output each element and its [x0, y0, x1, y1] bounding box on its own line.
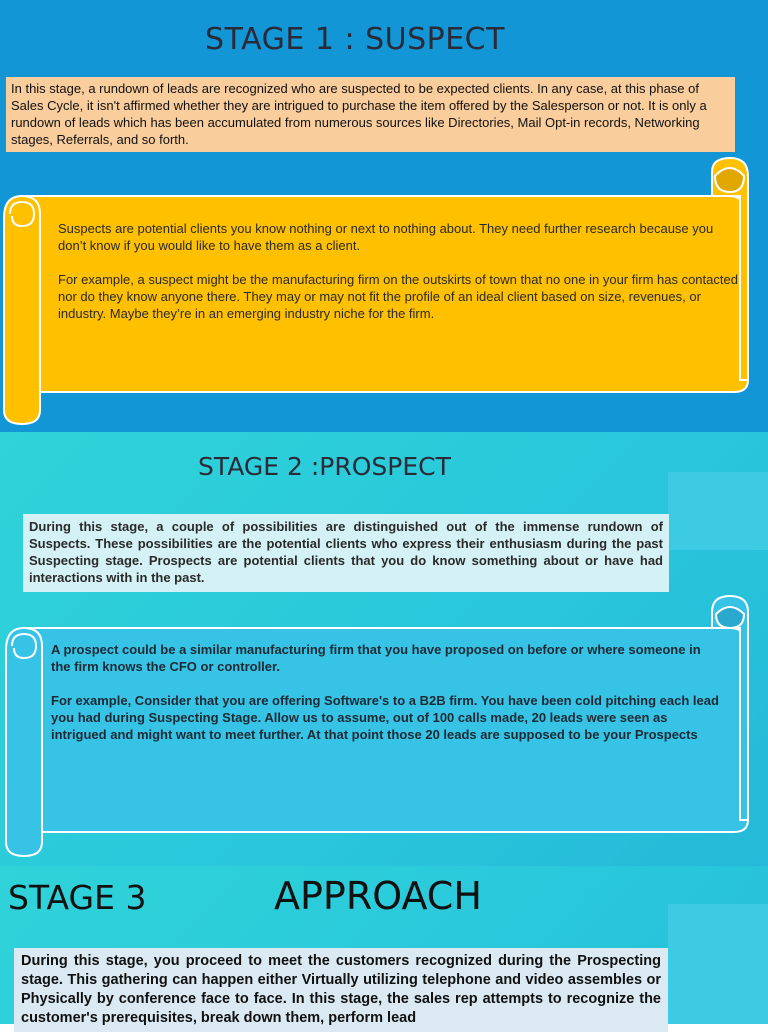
stage2-scroll-text: [51, 641, 721, 760]
stage2-scroll-paragraph-1: A prospect could be a similar manufacturing firm that you have proposed on before or where someone in the firm knows the CFO or controller.: [51, 642, 701, 674]
stage3-intro: During this stage, you proceed to meet the customers recognized during the Prospecting stage. This gathering can happen either Virtually utilizing telephone and video assembles or Physically by conference face to face. In this stage, the sales rep attempts to recognize the customer's prerequisites, break down them, perform lead: [14, 948, 668, 1032]
stage3-title: STAGE 3: [8, 878, 147, 917]
stage3-subtitle: APPROACH: [274, 874, 482, 918]
stage1-scroll-paragraph-2: For example, a suspect might be the manufacturing firm on the outskirts of town that no one in your firm has contacted nor do they know anyone there. They may or may not fit the profile of an ideal client based on size, revenues, or industry. Maybe they’re in an emerging industry niche for the firm.: [58, 272, 738, 321]
stage2-scroll-paragraph-2: For example, Consider that you are offering Software's to a B2B firm. You have been cold pitching each lead you had during Suspecting Stage. Allow us to assume, out of 100 calls made, 20 leads were seen as intrigued and might want to meet further. At that point those 20 leads are supposed to be your Prospects: [51, 693, 719, 742]
stage1-intro: In this stage, a rundown of leads are recognized who are suspected to be expected clients. In any case, at this phase of Sales Cycle, it isn't affirmed whether they are intrigued to purchase the item offered by the Salesperson or not. It is only a rundown of leads which has been accumulated from numerous sources like Directories, Mail Opt-in records, Networking stages, Referrals, and so forth.: [6, 77, 735, 152]
stage2-intro: During this stage, a couple of possibilities are distinguished out of the immense rundown of Suspects. These possibilities are the potential clients who express their enthusiasm during the past Suspecting stage. Prospects are potential clients that you do know something about or have had interactions with in the past.: [23, 514, 669, 592]
stage1-title: STAGE 1 : SUSPECT: [205, 22, 505, 57]
decorative-block: [668, 904, 768, 1024]
stage2-title: STAGE 2 :PROSPECT: [198, 452, 451, 481]
stage1-scroll-paragraph-1: Suspects are potential clients you know nothing or next to nothing about. They need further research because you don’t know if you would like to have them as a client.: [58, 221, 714, 253]
